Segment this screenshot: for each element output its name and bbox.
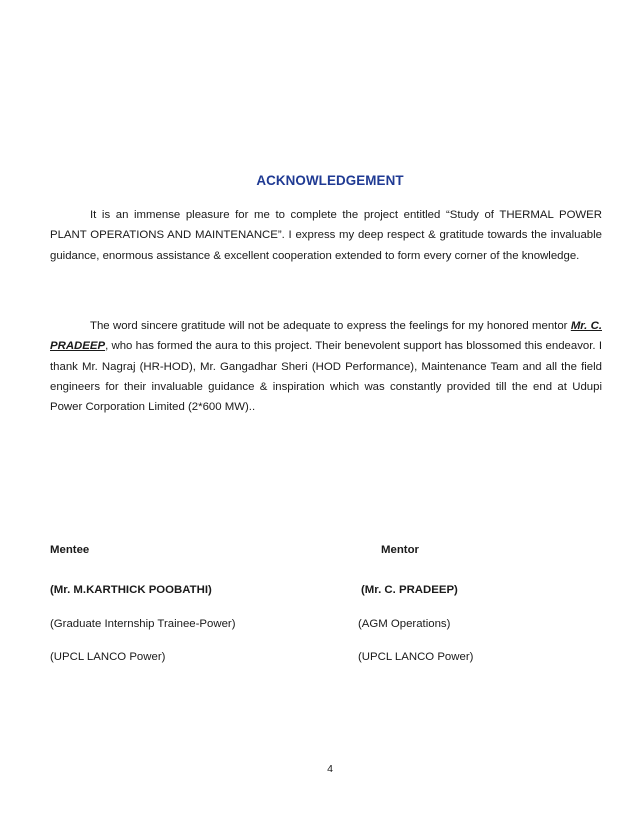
mentor-name: (Mr. C. PRADEEP) — [361, 584, 458, 596]
acknowledgement-paragraph-2 — [50, 316, 602, 417]
acknowledgement-paragraph-1: It is an immense pleasure for me to complete the project entitled “Study of THERMAL POWER PLANT OPERATIONS AND MAINTENANCE”. I express my deep respect & gratitude towards the invaluable guidance, enormous assistance & excellent cooperation extended to form every corner of the knowledge. — [50, 209, 602, 262]
mentee-organization: (UPCL LANCO Power) — [50, 651, 166, 663]
page-number: 4 — [327, 763, 333, 775]
mentor-label: Mentor — [381, 544, 419, 556]
mentor-role: (AGM Operations) — [358, 618, 451, 630]
mentee-label: Mentee — [50, 544, 90, 556]
paragraph-2-body: , who has formed the aura to this project. Their benevolent support has blossomed this endeavor. I thank Mr. Nagraj (HR-HOD), Mr. Gangadhar Sheri (HOD Performance), Maintenance Team and all the field engineers for their invaluable guidance & inspiration which was constantly provided till the end at Udupi Power Corporation Limited (2*600 MW).. — [50, 340, 602, 414]
mentee-name: (Mr. M.KARTHICK POOBATHI) — [50, 584, 212, 596]
page-title: ACKNOWLEDGEMENT — [256, 173, 404, 188]
paragraph-2-intro: The word sincere gratitude will not be adequate to express the feelings for my honored mentor — [90, 320, 571, 332]
mentor-organization: (UPCL LANCO Power) — [358, 651, 474, 663]
mentee-role: (Graduate Internship Trainee-Power) — [50, 618, 236, 630]
mentor-name-emphasis: Mr. C. PRADEEP — [50, 320, 602, 353]
